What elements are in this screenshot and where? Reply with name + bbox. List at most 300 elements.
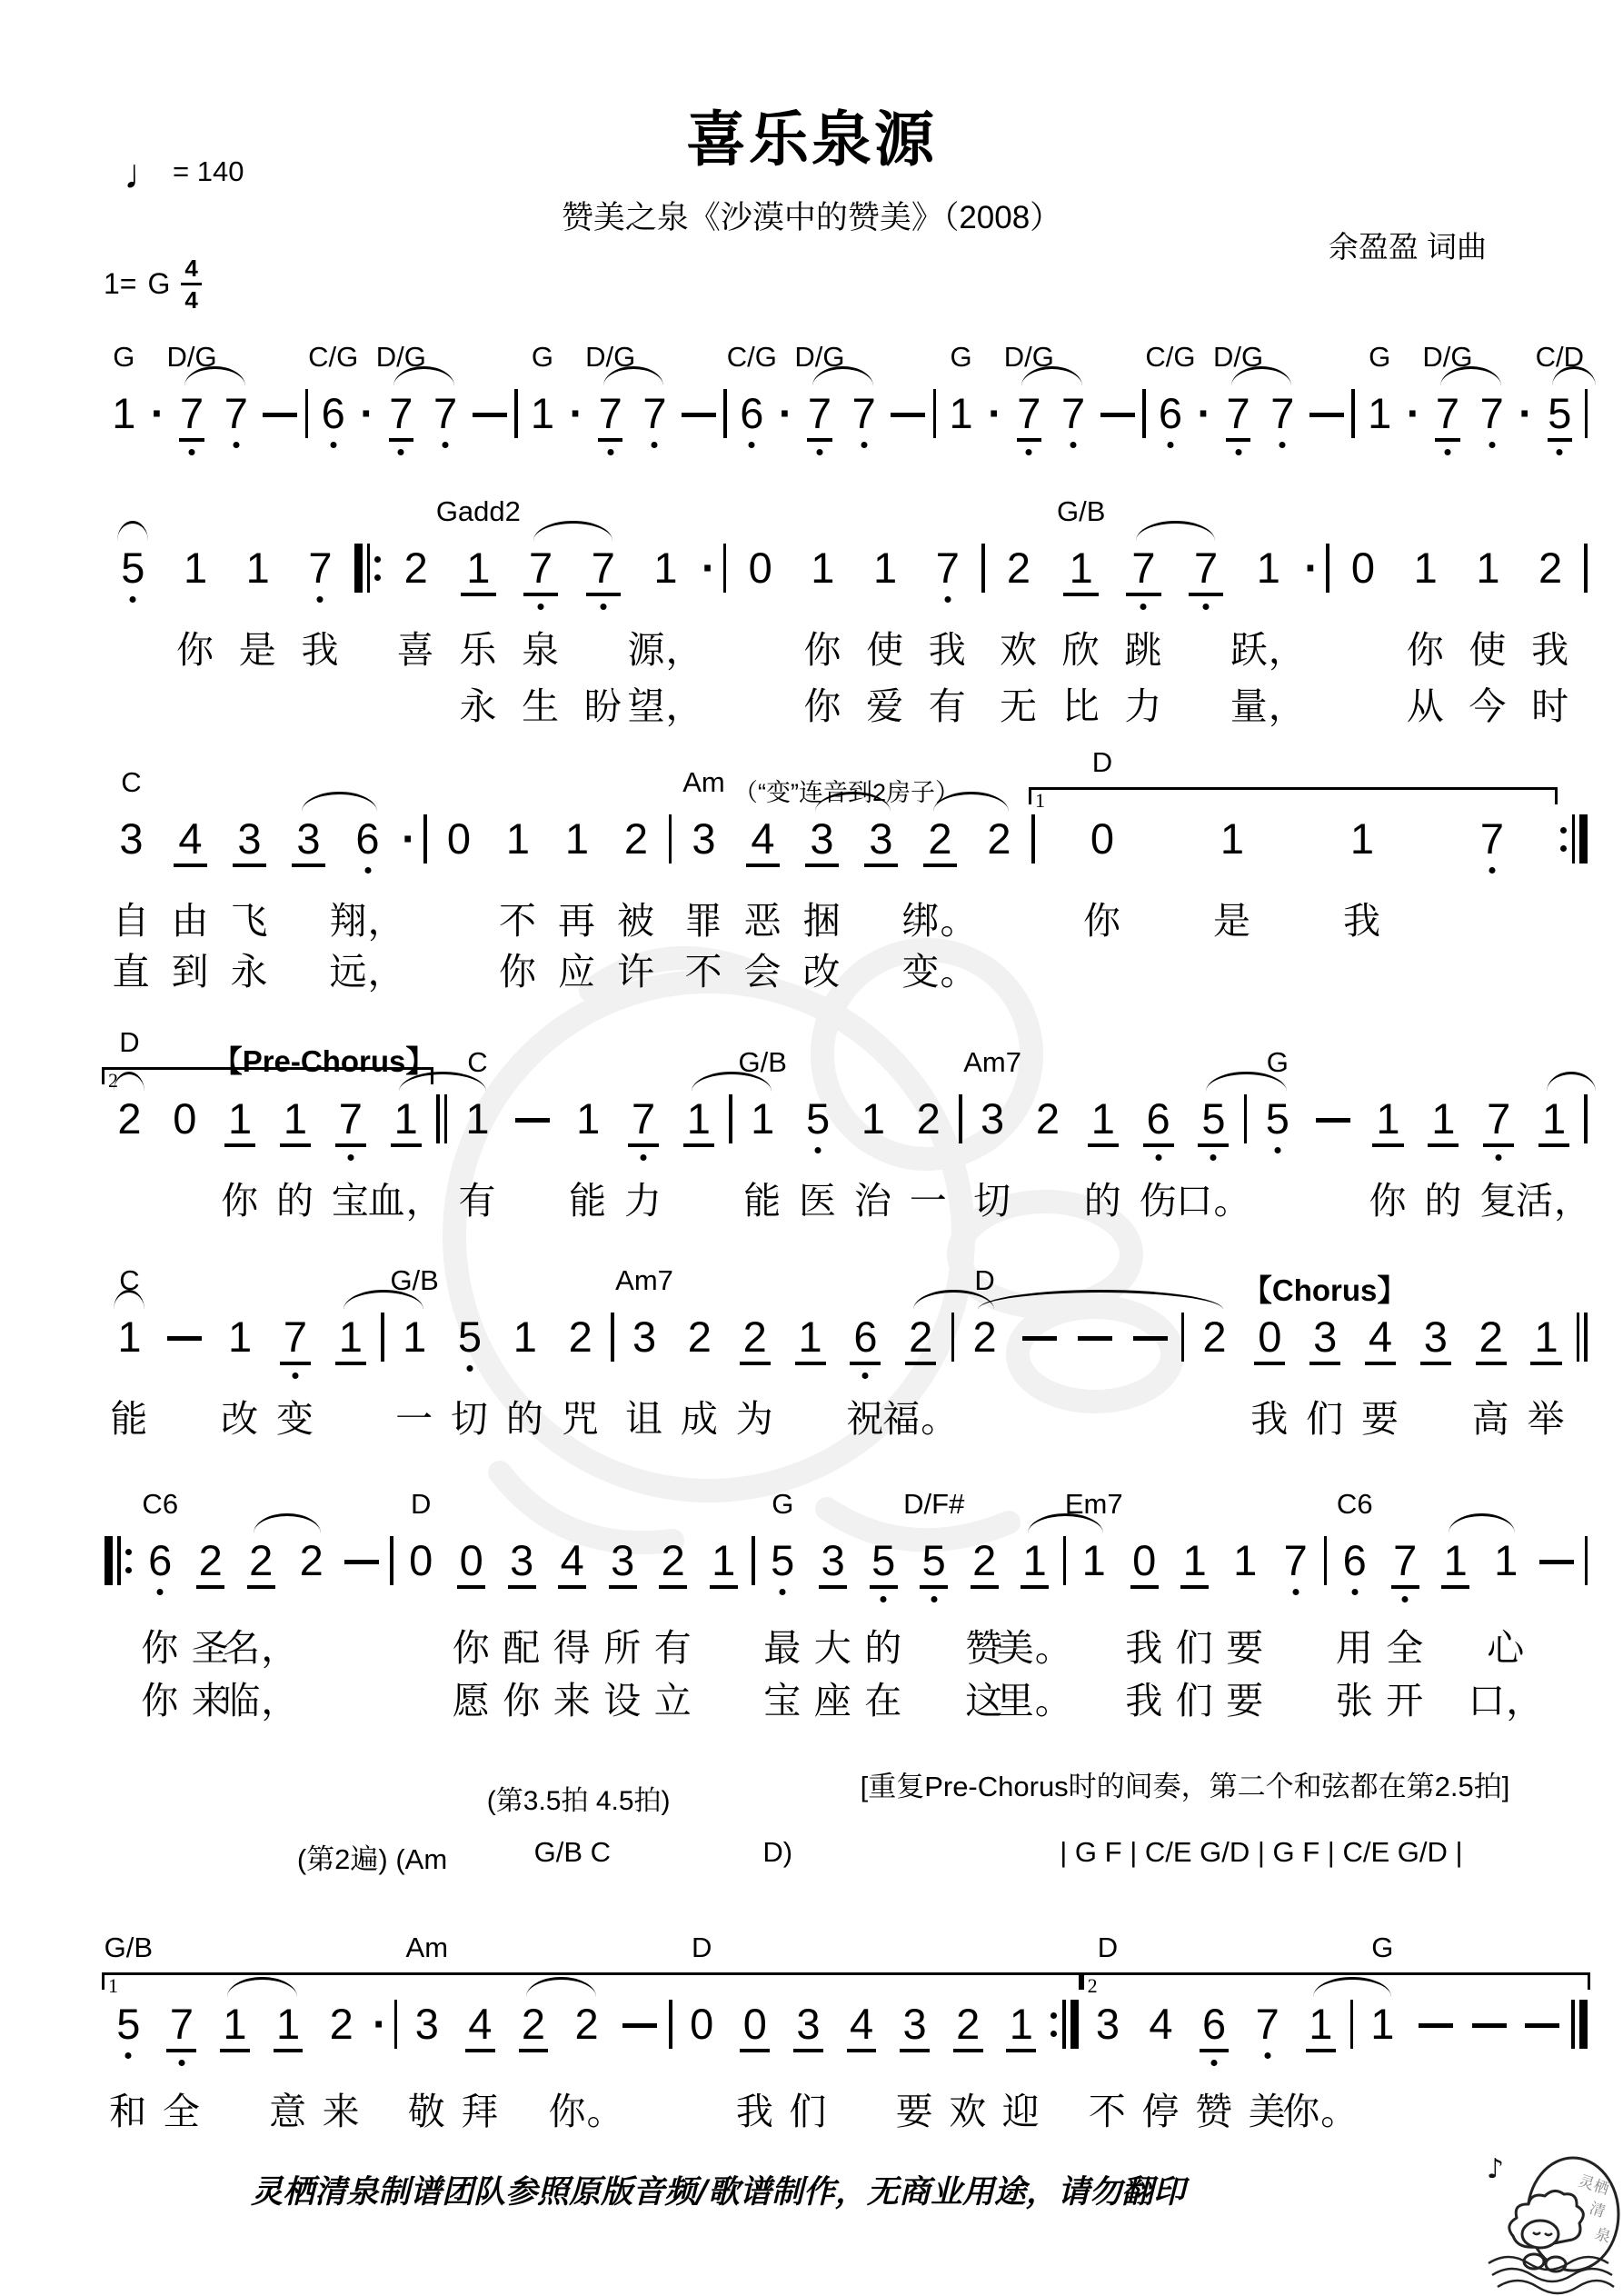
note: 2 xyxy=(911,814,970,865)
barline xyxy=(1582,1536,1591,1585)
barline xyxy=(666,2000,675,2049)
lyric-row xyxy=(102,676,1590,727)
note: 1 xyxy=(1494,1536,1518,1584)
note: 1 G xyxy=(1356,2000,1409,2051)
slur xyxy=(1547,1072,1596,1092)
note: 5 xyxy=(1186,1094,1241,1145)
second-pass-note: (第2遍) (Am xyxy=(296,1843,448,1875)
lyric-syllable: 跳 xyxy=(1124,629,1163,671)
lyric-syllable: 们 xyxy=(1306,1398,1345,1440)
note: 7 D/G xyxy=(379,389,423,440)
chord-label: C xyxy=(121,766,142,798)
chord-label: C6 xyxy=(1336,1488,1373,1520)
octave-dot xyxy=(443,442,449,448)
chord-label: C/G xyxy=(308,341,359,373)
chord-label: Am7 xyxy=(615,1264,673,1296)
lyric-syllable: 我 xyxy=(1531,629,1570,671)
note: 7 xyxy=(616,1094,672,1145)
chord-label: Gadd2 xyxy=(435,495,521,527)
note: 1 xyxy=(995,2000,1049,2051)
octave-dot xyxy=(538,604,544,610)
barline xyxy=(352,544,385,593)
chord-label: C/G xyxy=(726,341,777,373)
note: 1 xyxy=(505,814,531,863)
note: 7 D/G xyxy=(1216,389,1260,440)
barline xyxy=(421,814,430,863)
page-title: 喜乐泉源 xyxy=(686,105,937,173)
note: · xyxy=(778,389,793,437)
lyric-syllable: 我 xyxy=(1343,900,1381,942)
note: · xyxy=(373,2000,387,2048)
barline xyxy=(721,389,730,438)
barline xyxy=(949,1313,958,1362)
lyric-syllable: 停 xyxy=(1141,2091,1180,2132)
barline xyxy=(102,1536,135,1585)
barline xyxy=(956,1094,965,1143)
note: 6 C/G xyxy=(311,389,355,440)
note: 1 xyxy=(699,1536,750,1587)
octave-dot xyxy=(931,1596,937,1602)
key-signature xyxy=(104,256,202,312)
chord-label: D xyxy=(119,1026,140,1058)
note: 7 xyxy=(916,544,979,594)
note: 1 xyxy=(213,1094,268,1145)
note xyxy=(613,2000,667,2051)
lyric-syllable: 从 xyxy=(1406,685,1445,727)
lyric-syllable: 名， xyxy=(223,1627,300,1669)
octave-dot xyxy=(641,1154,647,1161)
lyric-syllable: 自 xyxy=(112,900,151,942)
lyric-syllable: 许 xyxy=(617,951,655,993)
note: 2 xyxy=(893,1313,949,1363)
note: 1 xyxy=(1518,1313,1574,1363)
note: 1 xyxy=(1527,1094,1582,1145)
note: 7 xyxy=(1240,2000,1294,2051)
time-top: 4 xyxy=(181,256,201,285)
lyric-syllable: 今 xyxy=(1469,685,1508,727)
lyric-syllable: 在 xyxy=(864,1680,903,1722)
note: 2 xyxy=(1463,1313,1518,1363)
note xyxy=(337,1536,388,1587)
octave-dot xyxy=(944,596,951,603)
octave-dot xyxy=(1210,1154,1217,1161)
barline xyxy=(1558,814,1591,863)
chord-label: D xyxy=(1091,746,1113,778)
note xyxy=(1068,1313,1123,1363)
note: 1 xyxy=(1360,1094,1416,1145)
barline xyxy=(1574,1313,1590,1362)
lyric-syllable: 的 xyxy=(275,1180,314,1222)
note: · xyxy=(1197,389,1212,437)
note: 2 xyxy=(648,1536,699,1587)
note: 5 G/B xyxy=(102,2000,155,2051)
chord-label: C/G xyxy=(1145,341,1196,373)
note xyxy=(505,1094,561,1145)
note: 7 xyxy=(423,389,468,440)
octave-dot xyxy=(1264,2052,1270,2059)
note: 2 xyxy=(1538,544,1563,592)
note: 5 xyxy=(102,544,164,594)
composer-credit: 余盈盈 词曲 xyxy=(1328,230,1487,264)
note: 2 xyxy=(1035,1094,1060,1143)
lyric-syllable: 美 xyxy=(1248,2091,1287,2132)
lyric-syllable: 你 xyxy=(803,685,842,727)
lyric-syllable: 使 xyxy=(866,629,905,671)
chord-label: C/D xyxy=(1535,341,1585,373)
note: 7 D/G xyxy=(588,389,632,440)
dash-extension xyxy=(515,1118,550,1123)
lyric-syllable: 不 xyxy=(684,951,723,993)
barline xyxy=(1323,544,1332,593)
barline xyxy=(1060,1536,1070,1585)
dash-extension xyxy=(1100,413,1135,417)
note: 1 xyxy=(378,1094,433,1145)
lyric-syllable: 你。 xyxy=(548,2091,625,2132)
lyric-syllable: 复 xyxy=(1479,1180,1518,1222)
note: 1 xyxy=(873,544,898,592)
lyric-row xyxy=(102,1389,1590,1440)
note: 1 xyxy=(262,2000,315,2051)
key-prefix: 1= xyxy=(104,267,137,300)
dash-extension xyxy=(682,413,716,417)
lyric-syllable: 来 xyxy=(191,1680,230,1722)
note xyxy=(1531,1536,1582,1587)
octave-dot xyxy=(861,442,867,448)
chord-label: D/G xyxy=(585,341,636,373)
note: 7 xyxy=(289,544,352,594)
lyric-syllable: 翔， xyxy=(329,900,406,942)
lyric-syllable: 有 xyxy=(928,685,967,727)
barline xyxy=(303,389,312,438)
chord-label: D/F# xyxy=(903,1488,965,1520)
note: 7 xyxy=(1175,544,1238,594)
lyric-syllable: 迎 xyxy=(1001,2091,1041,2132)
octave-dot xyxy=(364,867,371,873)
octave-dot xyxy=(1496,1154,1502,1161)
note: 0 D xyxy=(1038,814,1168,865)
note: 5 C/D xyxy=(1538,389,1582,440)
note: 6 C6 xyxy=(135,1536,186,1587)
note: 7 xyxy=(841,389,886,440)
barline xyxy=(1241,1094,1250,1143)
note: 7 D/G xyxy=(170,389,214,440)
barline xyxy=(1582,389,1591,438)
note: 1 xyxy=(1294,2000,1348,2051)
lyric-syllable: 你 xyxy=(141,1680,180,1722)
section-label: 【Chorus】 xyxy=(1241,1273,1408,1307)
octave-dot xyxy=(881,1596,887,1602)
note: 0 D xyxy=(675,2000,729,2051)
note: 7 xyxy=(1471,1094,1527,1145)
lyric-syllable: 由 xyxy=(171,900,210,942)
lyric-syllable: 得 xyxy=(553,1627,592,1669)
lyric-syllable: 立 xyxy=(653,1680,692,1722)
lyric-syllable: 们 xyxy=(789,2091,828,2132)
token-row xyxy=(102,1488,1590,1587)
lyric-syllable: 能 xyxy=(743,1180,782,1222)
note: 2 xyxy=(941,2000,995,2051)
note: 7 D/G xyxy=(1426,389,1470,440)
chord-label: C xyxy=(119,1264,140,1296)
note xyxy=(258,389,303,440)
lyric-syllable: 无 xyxy=(999,685,1038,727)
note: 2 xyxy=(623,814,649,863)
note: 3 xyxy=(279,814,338,865)
note: 5 G xyxy=(758,1536,809,1587)
lyric-syllable: 敬 xyxy=(407,2091,446,2132)
lyric-syllable: 大 xyxy=(813,1627,852,1669)
chord-label: D xyxy=(411,1488,432,1520)
chord-label: D/G xyxy=(1003,341,1054,373)
lyric-syllable: 我 xyxy=(735,2091,774,2132)
lyric-syllable: 最 xyxy=(763,1627,802,1669)
lyric-syllable: 治 xyxy=(853,1180,892,1222)
note: 1 xyxy=(576,1094,601,1143)
lyric-syllable: 切 xyxy=(450,1398,489,1440)
note: 3 xyxy=(598,1536,649,1587)
tempo-value: = 140 xyxy=(173,155,244,187)
lyric-syllable: 你。 xyxy=(1282,2091,1359,2132)
lyric-syllable: 我 xyxy=(301,629,340,671)
note: 0 xyxy=(1242,1313,1298,1363)
note: 2 xyxy=(574,2000,599,2048)
lyric-row xyxy=(102,2081,1590,2132)
note: 2 xyxy=(236,1536,287,1587)
lyric-syllable: 直 xyxy=(112,951,151,993)
octave-dot xyxy=(1274,1147,1280,1153)
lyric-syllable: 一 xyxy=(909,1180,948,1222)
note: 3 D xyxy=(1081,2000,1135,2051)
barline xyxy=(979,544,988,593)
note: 5 D/F# xyxy=(909,1536,960,1587)
note: 1 xyxy=(1349,814,1375,863)
lyric-syllable: 源， xyxy=(627,629,704,671)
barline xyxy=(608,1313,617,1362)
note: 3 Am7 xyxy=(617,1313,672,1363)
chord-label: G xyxy=(1369,341,1391,373)
note: 7 xyxy=(1428,814,1558,865)
key-letter: G xyxy=(147,267,171,300)
note: 0 xyxy=(446,1536,497,1587)
note: 0 xyxy=(1350,544,1376,592)
note: 3 xyxy=(888,2000,941,2051)
note: · xyxy=(402,814,416,863)
lyric-syllable: 举 xyxy=(1527,1398,1566,1440)
token-row xyxy=(102,1026,1590,1145)
lyric-syllable: 力 xyxy=(1124,685,1163,727)
note: 0 xyxy=(748,544,772,592)
lyric-syllable: 的 xyxy=(1424,1180,1463,1222)
note: 2 xyxy=(329,2000,353,2048)
note: 2 xyxy=(1006,544,1031,592)
note: 3 Am xyxy=(400,2000,453,2051)
note: 7 xyxy=(155,2000,209,2051)
lyric-row xyxy=(102,1618,1590,1669)
octave-dot xyxy=(1279,442,1286,448)
chord-label: D/G xyxy=(1422,341,1473,373)
lyric-syllable: 应 xyxy=(558,951,596,993)
lyric-syllable: 开 xyxy=(1386,1680,1425,1722)
note: 2 xyxy=(568,1313,592,1361)
note: 1 xyxy=(671,1094,726,1145)
octave-dot xyxy=(815,1147,821,1153)
barline xyxy=(1568,2000,1590,2049)
octave-dot xyxy=(816,449,822,455)
note: 2 D xyxy=(957,1313,1012,1363)
note: · xyxy=(1304,544,1319,592)
note: 2 xyxy=(299,1536,324,1584)
barline xyxy=(392,2000,401,2049)
note: 2 xyxy=(1202,1313,1227,1361)
note: 1 G xyxy=(102,389,146,440)
lyric-syllable: 我 xyxy=(1250,1398,1289,1440)
note: 2 D xyxy=(102,1094,157,1145)
barline xyxy=(433,1094,450,1143)
lyric-syllable: 所 xyxy=(603,1627,642,1669)
lyric-syllable: 拜 xyxy=(461,2091,500,2132)
lyric-row xyxy=(102,1171,1593,1222)
note: · xyxy=(150,389,165,437)
note: 2 xyxy=(185,1536,236,1587)
lyric-syllable: 有 xyxy=(458,1180,497,1222)
lyric-syllable: 我 xyxy=(1125,1680,1164,1722)
lyric-syllable: 为 xyxy=(735,1398,774,1440)
note: 7 xyxy=(268,1313,324,1363)
lyric-syllable: 圣 xyxy=(191,1627,230,1669)
note: 1 xyxy=(245,544,270,592)
svg-text:♪: ♪ xyxy=(1487,2153,1505,2185)
note: 4 xyxy=(1353,1313,1409,1363)
octave-dot xyxy=(233,442,239,448)
note: 7 xyxy=(1051,389,1096,440)
lyric-syllable: 美。 xyxy=(996,1627,1073,1669)
note: 7 xyxy=(632,389,677,440)
note: · xyxy=(1518,389,1533,437)
lyric-syllable: 张 xyxy=(1335,1680,1374,1722)
lyric-syllable: 恶 xyxy=(743,900,782,942)
octave-dot xyxy=(130,596,136,603)
dash-extension xyxy=(473,413,507,417)
octave-dot xyxy=(652,442,658,448)
octave-dot xyxy=(1402,1596,1409,1602)
octave-dot xyxy=(862,1373,869,1379)
note: 0 D xyxy=(396,1536,447,1587)
lyric-syllable: 能 xyxy=(569,1180,608,1222)
note: 6 C6 xyxy=(1329,1536,1380,1587)
barline xyxy=(1321,1536,1330,1585)
note: 1 G xyxy=(939,389,983,440)
section-label: 【Pre-Chorus】 xyxy=(212,1044,436,1078)
lyric-syllable: 的 xyxy=(1083,1180,1122,1222)
note: 6 xyxy=(838,1313,893,1363)
note: 3 xyxy=(220,814,279,865)
lyric-syllable: 是 xyxy=(1213,900,1251,942)
lyric-syllable: 全 xyxy=(1386,1627,1425,1669)
lyric-syllable: 口。 xyxy=(1175,1180,1252,1222)
chord-label: Am7 xyxy=(963,1046,1021,1078)
chord-label: Am xyxy=(405,1932,449,1963)
note: · xyxy=(702,544,716,592)
dash-extension xyxy=(344,1560,379,1564)
octave-dot xyxy=(1140,604,1147,610)
lyric-syllable: 你 xyxy=(452,1627,491,1669)
lyric-syllable: 不 xyxy=(499,900,537,942)
octave-dot xyxy=(330,442,336,448)
lyric-syllable: 我 xyxy=(928,629,967,671)
note: 3 xyxy=(851,814,911,865)
note: 2 xyxy=(507,2000,561,2051)
lyric-syllable: 福。 xyxy=(882,1398,960,1440)
note: 4 xyxy=(453,2000,507,2051)
quarter-note-icon: ♩ xyxy=(124,150,165,197)
barline xyxy=(931,389,940,438)
note: 1 Em7 xyxy=(1069,1536,1120,1587)
dash-extension xyxy=(1539,1560,1574,1564)
note: 7 xyxy=(1469,389,1514,440)
lyric-syllable: 望， xyxy=(627,685,704,727)
dash-extension xyxy=(1525,2023,1559,2028)
lyric-syllable: 变 xyxy=(275,1398,314,1440)
svg-text:泉: 泉 xyxy=(1592,2224,1613,2247)
svg-text:灵栖: 灵栖 xyxy=(1576,2171,1611,2199)
dash-extension xyxy=(1309,413,1344,417)
octave-dot xyxy=(466,1365,473,1372)
octave-dot xyxy=(1351,1589,1358,1595)
note: 1 Gadd2 xyxy=(447,544,510,594)
volta-bracket: 1 xyxy=(1029,787,1558,804)
barline xyxy=(387,1536,396,1585)
token-row xyxy=(102,341,1590,440)
note xyxy=(1462,2000,1516,2051)
lyric-syllable: 一 xyxy=(395,1398,434,1440)
note: 5 xyxy=(859,1536,910,1587)
barline xyxy=(1349,389,1358,438)
barline xyxy=(1029,814,1038,863)
note: 4 xyxy=(161,814,220,865)
lyric-syllable: 活， xyxy=(1516,1180,1593,1222)
barline xyxy=(1140,389,1149,438)
note: 1 xyxy=(782,1313,838,1363)
note: 1 xyxy=(1476,544,1500,592)
octave-dot xyxy=(189,449,195,455)
lyric-syllable: 是 xyxy=(238,629,277,671)
note xyxy=(1305,1094,1360,1145)
octave-dot xyxy=(1155,1154,1161,1161)
lyric-syllable: 使 xyxy=(1469,629,1508,671)
note: 3 C xyxy=(102,814,161,865)
lyric-syllable: 这 xyxy=(965,1680,1004,1722)
lyric-syllable: 永 xyxy=(230,951,269,993)
note: 1 xyxy=(564,814,590,863)
lyric-syllable: 欢 xyxy=(999,629,1038,671)
note: 7 xyxy=(214,389,258,440)
note: 1 xyxy=(513,1313,537,1361)
chord-label: G/B xyxy=(104,1932,153,1963)
barline xyxy=(512,389,521,438)
octave-dot xyxy=(600,604,606,610)
note: 7 D/G xyxy=(798,389,842,440)
lyric-syllable: 来 xyxy=(322,2091,361,2132)
note: 1 xyxy=(1010,1536,1060,1587)
chord-label: C6 xyxy=(142,1488,179,1520)
lyric-syllable: 时 xyxy=(1531,685,1570,727)
note: 1 xyxy=(1220,814,1245,863)
octave-dot xyxy=(1211,2060,1218,2066)
note: 3 Am7 xyxy=(965,1094,1021,1145)
lyric-syllable: 祝 xyxy=(846,1398,885,1440)
chord-label: G/B xyxy=(738,1046,787,1078)
lyric-syllable: 远， xyxy=(329,951,406,993)
